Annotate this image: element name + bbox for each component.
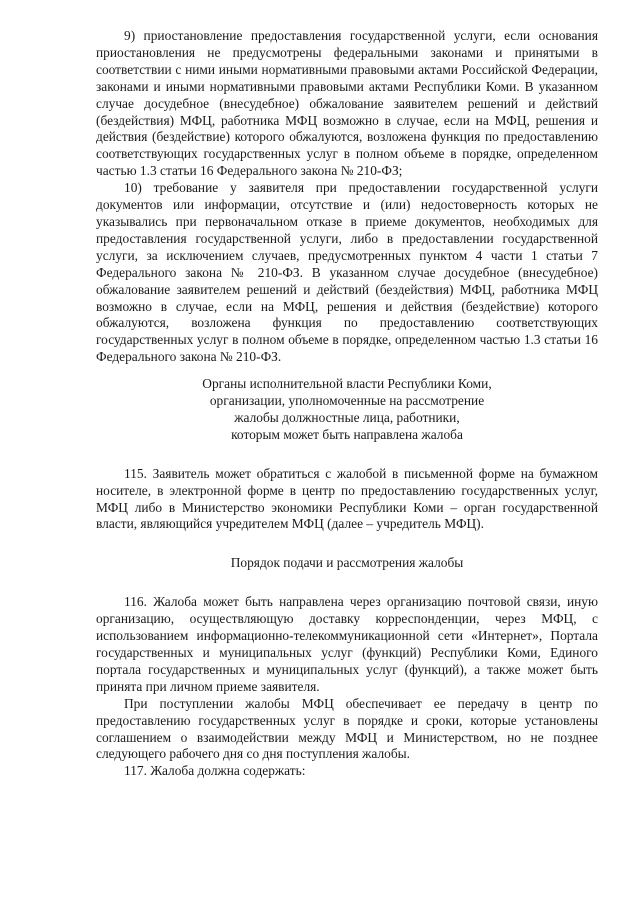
paragraph-item-116-continued: При поступлении жалобы МФЦ обеспечивает ее передачу в центр по предоставлению государственных услуг в порядке и сроки, которые установлены соглашением о взаимодействии между МФЦ и Министерством, но не позднее следующего рабочего дня со дня поступления жалобы. — [96, 695, 598, 762]
heading-line: которым может быть направлена жалоба — [231, 426, 463, 442]
paragraph-item-117: 117. Жалоба должна содержать: — [124, 763, 306, 779]
section-heading-complaint-procedure: Порядок подачи и рассмотрения жалобы — [230, 555, 464, 571]
document-page — [96, 28, 598, 780]
heading-line: организации, уполномоченные на рассмотрение — [209, 393, 485, 409]
heading-line: жалобы должностные лица, работники, — [234, 409, 460, 425]
paragraph-item-116: 116. Жалоба может быть направлена через организацию почтовой связи, иную организацию, осуществляющую доставку корреспонденции, через МФЦ, с использованием информационно-телекоммуникационной сети «Интернет», Портала государственных и муниципальных услуг (функций) Республики Коми, Единого портала государственных и муниципальных услуг (функций), а также может быть принята при личном приеме заявителя. — [96, 594, 598, 694]
section-heading-complaint-bodies — [96, 376, 598, 444]
paragraph-item-10: 10) требование у заявителя при предоставлении государственной услуги документов или информации, отсутствие и (или) недостоверность которых не указывались при первоначальном отказе в приеме документов, необходимых для предоставления государственной услуги, либо в предоставлении государственной услуги, за исключением случаев, предусмотренных пунктом 4 части 1 статьи 7 Федерального закона № 210-ФЗ. В указанном случае досудебное (внесудебное) обжалование заявителем решений и действий (бездействия) МФЦ, работника МФЦ возможно в случае, если на МФЦ, решения и действия (бездействие) которого обжалуются, возложена функция по предоставлению соответствующих государственных услуг в полном объеме в порядке, определенном частью 1.3 статьи 16 Федерального закона № 210-ФЗ. — [96, 180, 598, 365]
paragraph-item-115: 115. Заявитель может обратиться с жалобой в письменной форме на бумажном носителе, в электронной форме в центр по предоставлению государственных услуг, МФЦ либо в Министерство экономики Республики Коми – орган государственной власти, являющийся учредителем МФЦ (далее – учредитель МФЦ). — [96, 465, 598, 532]
heading-line: Органы исполнительной власти Республики Коми, — [202, 376, 492, 392]
paragraph-item-9: 9) приостановление предоставления государственной услуги, если основания приостановления не предусмотрены федеральными законами и принятыми в соответствии с ними иными нормативными правовыми актами Российской Федерации, законами и иными нормативными правовыми актами Республики Коми. В указанном случае досудебное (внесудебное) обжалование заявителем решений и действий (бездействия) МФЦ, работника МФЦ возможно в случае, если на МФЦ, решения и действия (бездействие) которого обжалуются, возложена функция по предоставлению соответствующих государственных услуг в полном объеме в порядке, определенном частью 1.3 статьи 16 Федерального закона № 210-ФЗ; — [96, 28, 598, 179]
